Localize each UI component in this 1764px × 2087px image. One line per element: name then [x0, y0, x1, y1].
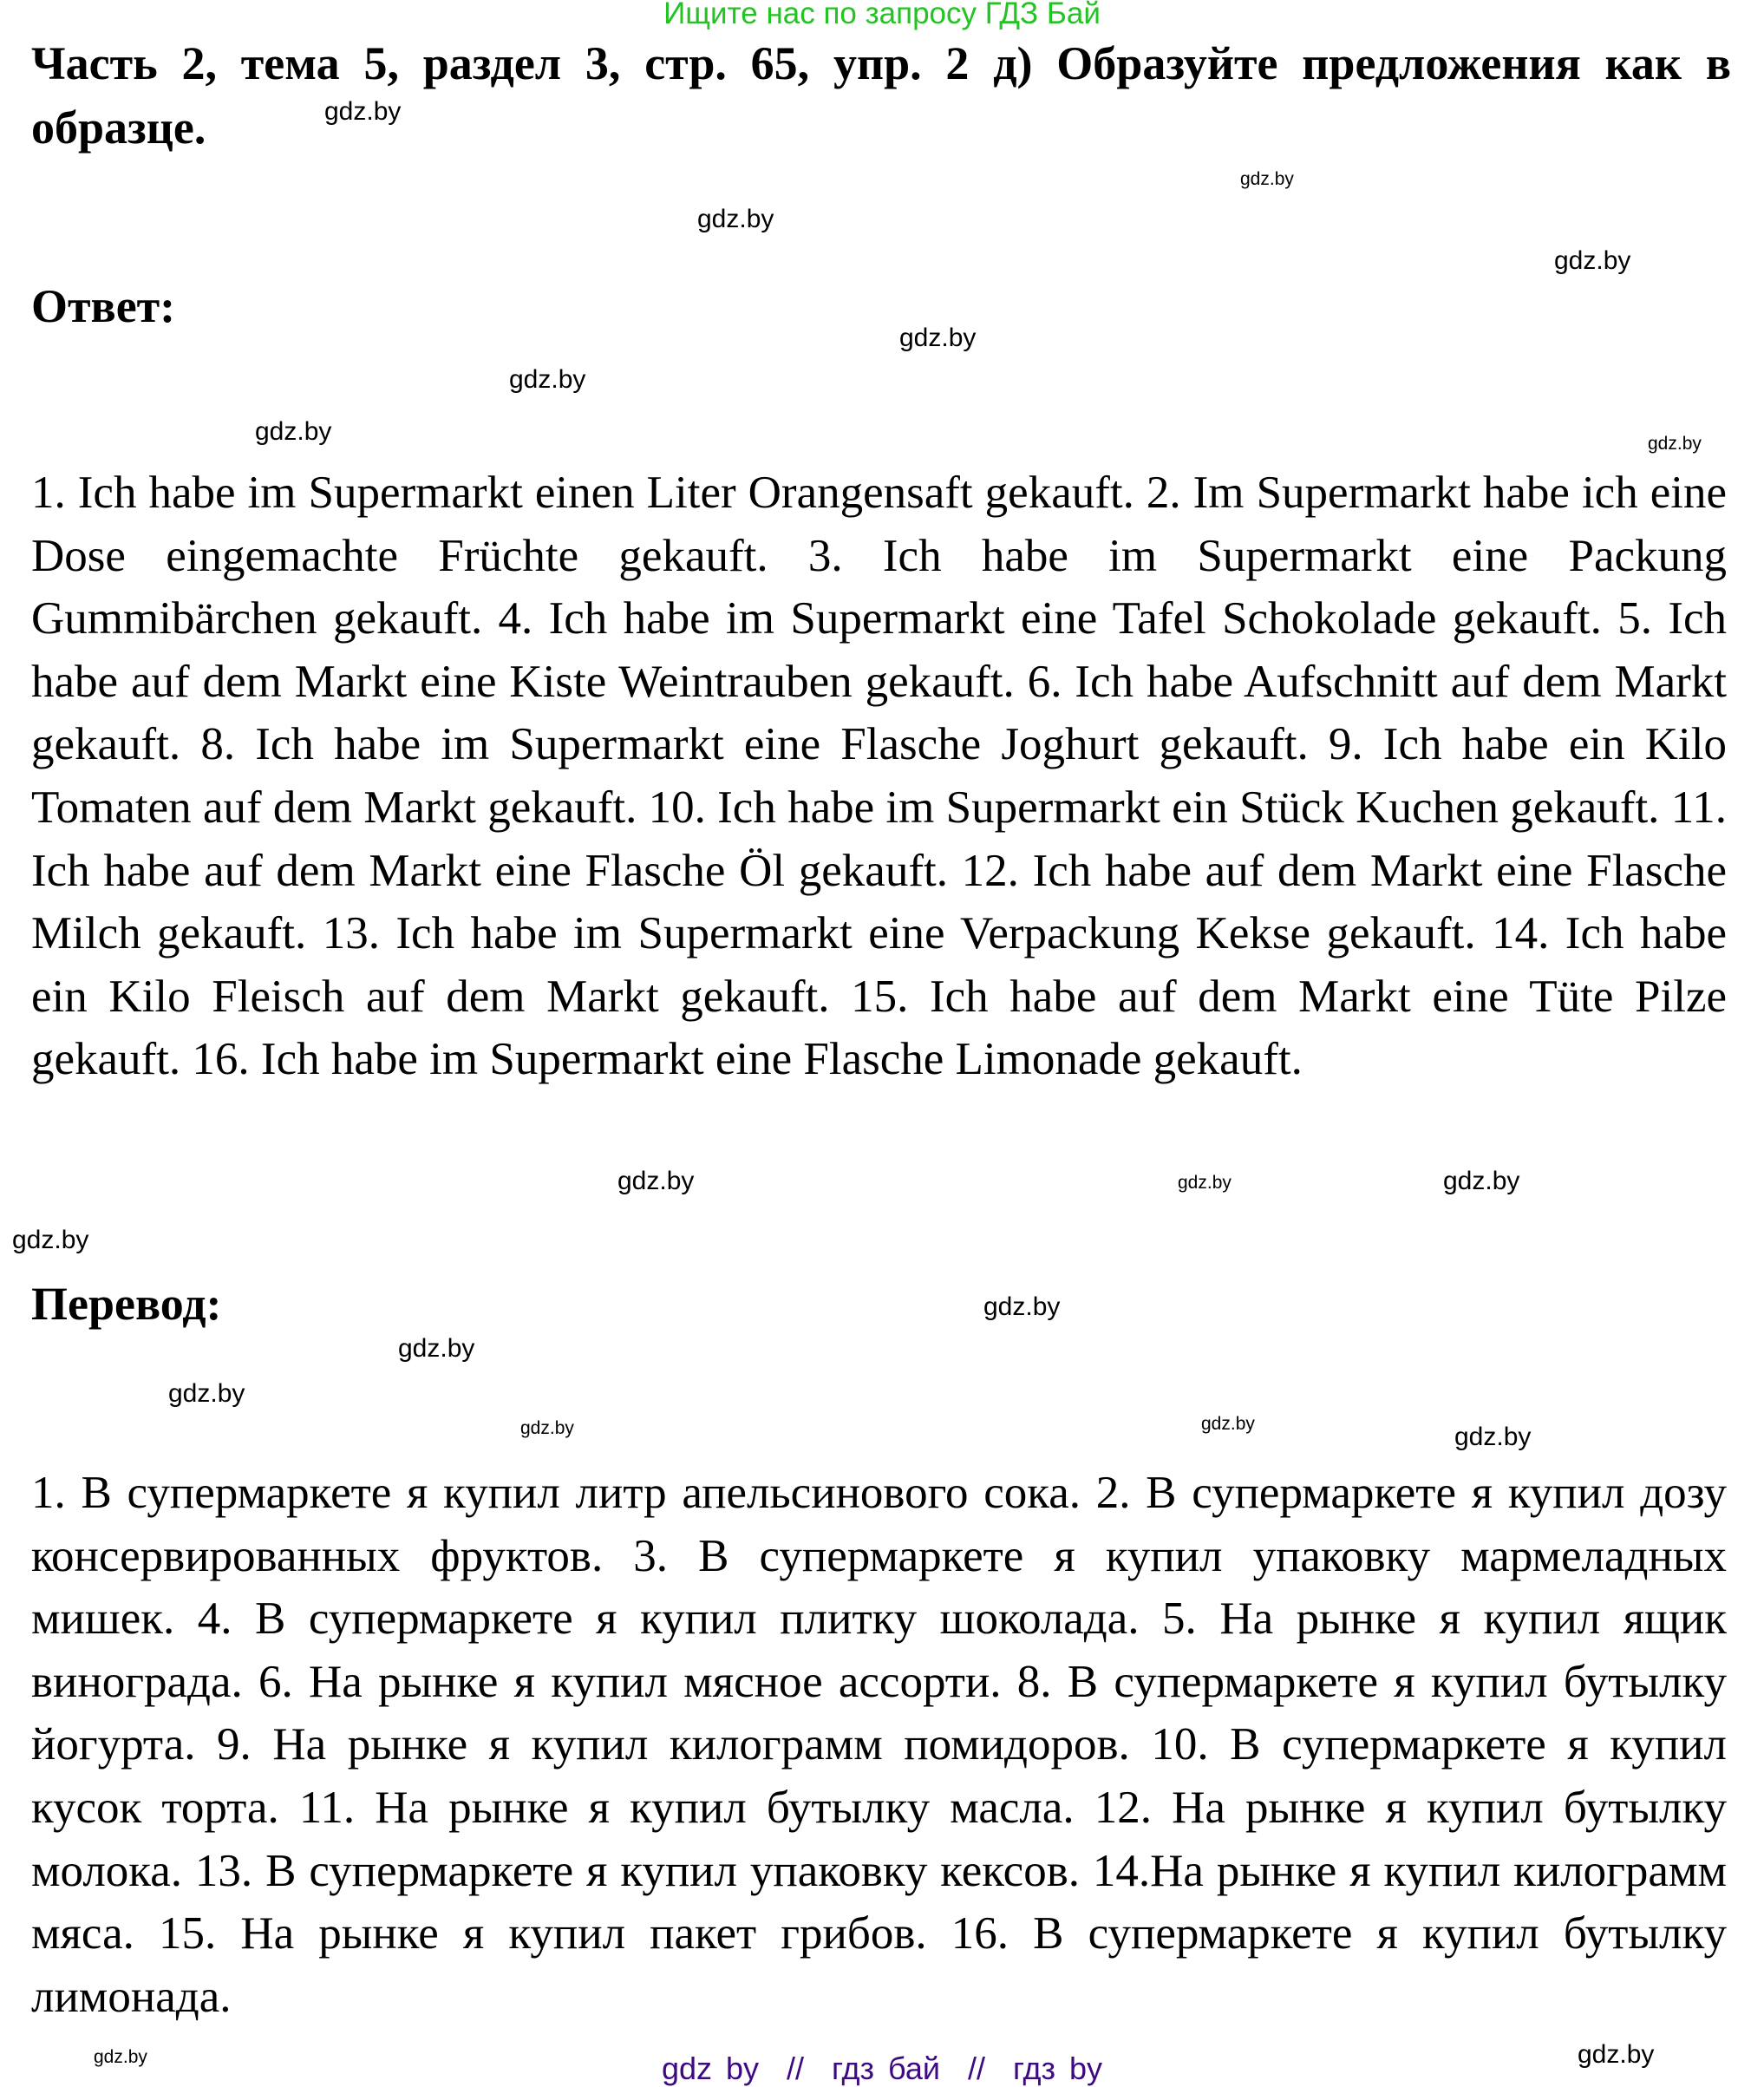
watermark: gdz.by	[1578, 2040, 1655, 2069]
footer-watermark: gdz by // гдз бай // гдз by	[661, 2051, 1103, 2086]
watermark: gdz.by	[12, 1226, 89, 1254]
watermark: gdz.by	[617, 1167, 695, 1195]
watermark: gdz.by	[1554, 246, 1631, 275]
answer-heading: Ответ:	[31, 280, 176, 332]
watermark: gdz.by	[255, 417, 332, 446]
answer-text: 1. Ich habe im Supermarkt einen Liter Orangensaft gekauft. 2. Im Supermarkt habe ich eine Dose eingemachte Früchte gekauft. 3. Ich habe im Supermarkt eine Packung Gummibärchen gekauft. 4. Ich habe im Supermarkt eine Tafel Schokolade gekauft. 5. Ich habe auf dem Markt eine Kiste Weintrauben gekauft. 6. Ich habe Aufschnitt auf dem Markt gekauft. 8. Ich habe im Supermarkt eine Flasche Joghurt gekauft. 9. Ich habe ein Kilo Tomaten auf dem Markt gekauft. 10. Ich habe im Supermarkt ein Stück Kuchen gekauft. 11. Ich habe auf dem Markt eine Flasche Öl gekauft. 12. Ich habe auf dem Markt eine Flasche Milch gekauft. 13. Ich habe im Supermarkt eine Verpackung Kekse gekauft. 14. Ich habe ein Kilo Fleisch auf dem Markt gekauft. 15. Ich habe auf dem Markt eine Tüte Pilze gekauft. 16. Ich habe im Supermarkt eine Flasche Limonade gekauft.	[31, 468, 1727, 1085]
watermark: gdz.by	[983, 1292, 1061, 1321]
watermark: gdz.by	[168, 1379, 245, 1408]
exercise-title: Часть 2, тема 5, раздел 3, стр. 65, упр. 2 д) Образуйте предложения как в образце.	[31, 37, 1731, 154]
watermark: gdz.by	[520, 1418, 574, 1438]
watermark: gdz.by	[697, 205, 774, 233]
watermark: gdz.by	[1454, 1423, 1532, 1451]
watermark: gdz.by	[509, 365, 586, 394]
search-hint-banner: Ищите нас по запросу ГДЗ Бай	[663, 0, 1101, 30]
watermark: gdz.by	[1178, 1173, 1232, 1193]
watermark: gdz.by	[398, 1334, 475, 1363]
watermark: gdz.by	[1201, 1414, 1255, 1434]
watermark: gdz.by	[1648, 434, 1702, 454]
watermark: gdz.by	[1240, 169, 1294, 189]
watermark: gdz.by	[1443, 1167, 1520, 1195]
watermark: gdz.by	[324, 97, 402, 126]
translation-heading: Перевод:	[31, 1278, 222, 1330]
watermark: gdz.by	[94, 2047, 147, 2067]
translation-text: 1. В супермаркете я купил литр апельсинового сока. 2. В супермаркете я купил дозу консервированных фруктов. 3. В супермаркете я купил упаковку мармеладных мишек. 4. В супермаркете я купил плитку шоколада. 5. На рынке я купил ящик винограда. 6. На рынке я купил мясное ассорти. 8. В супермаркете я купил бутылку йогурта. 9. На рынке я купил килограмм помидоров. 10. В супермаркете я купил кусок торта. 11. На рынке я купил бутылку масла. 12. На рынке я купил бутылку молока. 13. В супермаркете я купил упаковку кексов. 14.На рынке я купил килограмм мяса. 15. На рынке я купил пакет грибов. 16. В супермаркете я купил бутылку лимонада.	[31, 1468, 1727, 2022]
watermark: gdz.by	[899, 324, 977, 352]
